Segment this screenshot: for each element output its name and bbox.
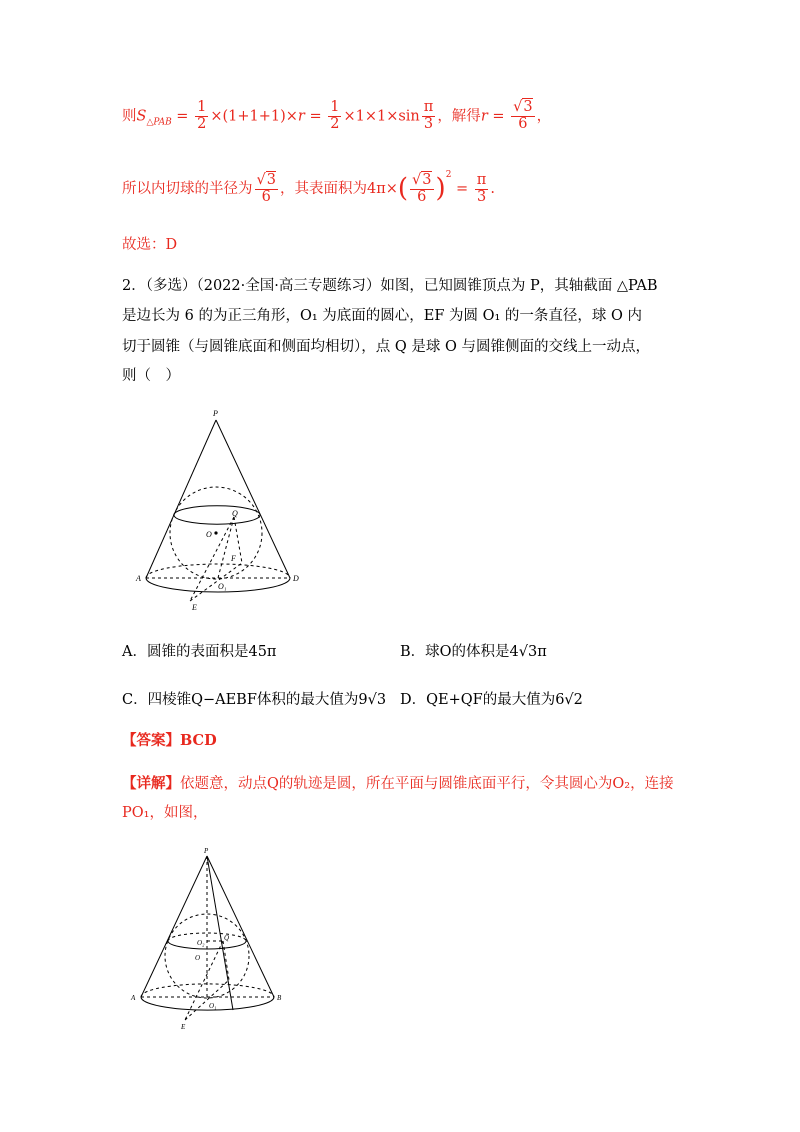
expr-4pi: 4π×: [366, 181, 398, 197]
cone-edge-left: [141, 856, 207, 997]
solution-line-surface: [122, 170, 495, 205]
comma: ，: [536, 108, 552, 125]
expr-sin: ×1×1×sin: [343, 108, 420, 125]
base-back-arc: [146, 564, 290, 578]
cone-figure-2: [125, 842, 295, 1032]
text-prefix: 所以内切球的半径为: [122, 181, 253, 197]
exponent: 2: [445, 170, 452, 180]
text-prefix: 则: [122, 108, 137, 125]
tangent-circle-front: [174, 515, 260, 524]
area-subscript: △PAB: [146, 117, 172, 128]
denominator: 6: [518, 115, 528, 132]
fraction-pi-3: [422, 100, 436, 133]
fraction-sqrt3-6-inner: [410, 173, 433, 206]
question-line-2: 是边长为 6 的为正三角形，O₁ 为底面的圆心，EF 为圆 O₁ 的一条直径，球 O 内: [122, 308, 643, 324]
diameter-EF: [185, 980, 229, 1020]
period: .: [490, 181, 495, 197]
equals: =: [487, 108, 510, 125]
cone-edge-right: [216, 420, 290, 578]
segment-Q-O1: [218, 517, 234, 578]
fraction-sqrt3-6: [511, 100, 534, 133]
label-O: O: [206, 530, 212, 539]
option-B: B．球O的体积是4√3π: [400, 644, 547, 660]
cone-edge-left: [146, 420, 216, 578]
label-F: F: [231, 554, 236, 563]
fraction-half-2: [328, 100, 341, 133]
var-r: r: [297, 108, 305, 125]
label-A: A: [131, 994, 136, 1002]
text-mid: ，其表面积为: [279, 181, 367, 197]
numerator: π: [423, 99, 434, 115]
label-E: E: [192, 603, 197, 612]
question-line-3: 切于圆锥（与圆锥底面和侧面均相切），点 Q 是球 O 与圆锥侧面的交线上一动点，: [122, 339, 650, 355]
label-O1: O₁: [218, 582, 227, 591]
var-r: r: [480, 108, 488, 125]
diameter-EF: [190, 563, 242, 601]
solution-line-area: [122, 100, 551, 133]
label-E: E: [181, 1023, 186, 1031]
radicand: 3: [266, 171, 276, 188]
detail-tag: 【详解】: [122, 775, 180, 792]
label-O: O: [195, 954, 201, 962]
label-P: P: [204, 847, 209, 855]
numerator: 1: [330, 99, 340, 115]
segment-QE: [190, 517, 234, 601]
question-line-4: 则（ ）: [122, 368, 180, 384]
option-C: C．四棱锥Q−AEBF体积的最大值为9√3: [122, 692, 387, 708]
radicand: 3: [523, 99, 533, 115]
expr-sum: ×(1+1+1)×: [210, 108, 298, 125]
numerator: √3: [513, 99, 533, 115]
denominator: 3: [476, 188, 487, 205]
fraction-pi-3: [475, 173, 489, 206]
denominator: 6: [417, 188, 427, 205]
paren-open: (: [397, 173, 409, 204]
segment-QF: [223, 941, 229, 980]
option-D: D．QE+QF的最大值为6√2: [400, 692, 583, 708]
label-B: B: [277, 994, 282, 1002]
denominator: 2: [330, 115, 340, 132]
answer-block: [122, 732, 217, 749]
label-O2: O₂: [197, 939, 205, 947]
label-Q: Q: [232, 509, 238, 518]
label-P: P: [213, 409, 218, 418]
numerator: √3: [412, 171, 432, 188]
text-solve: ，解得: [437, 108, 481, 125]
label-A: A: [136, 574, 141, 583]
denominator: 3: [423, 115, 434, 132]
segment-QE: [185, 941, 223, 1020]
cone-edge-right: [207, 856, 274, 997]
question-line-1: 2．（多选）（2022·全国·高三专题练习）如图，已知圆锥顶点为 P，其轴截面 △PAB: [122, 278, 658, 294]
radicand: 3: [422, 171, 432, 188]
label-D: D: [293, 574, 299, 583]
fraction-sqrt3-6: [255, 173, 278, 206]
tangent-circle-back: [174, 506, 260, 515]
paren-close: ): [435, 173, 446, 204]
numerator: 1: [197, 99, 207, 115]
denominator: 6: [261, 188, 271, 205]
center-dot-O: [214, 531, 217, 534]
area-symbol: S: [136, 108, 147, 125]
numerator: √3: [256, 171, 276, 188]
answer-tag: 【答案】: [122, 732, 180, 749]
detail-line-1: [122, 775, 674, 793]
cone-figure-1: [130, 405, 320, 615]
detail-line-2: PO₁，如图，: [122, 805, 208, 821]
answer-choice: 故选：D: [122, 237, 178, 253]
inscribed-sphere: [165, 914, 249, 998]
denominator: 2: [197, 115, 207, 132]
equals: =: [451, 181, 473, 197]
answer-value: BCD: [180, 732, 217, 749]
fraction-half: [195, 100, 208, 133]
label-Q: Q: [224, 934, 230, 942]
detail-text-1: 依题意，动点Q的轨迹是圆，所在平面与圆锥底面平行，令其圆心为O₂，连接: [180, 776, 674, 792]
numerator: π: [476, 171, 487, 188]
option-A: A．圆锥的表面积是45π: [122, 644, 277, 660]
equals: =: [171, 108, 194, 125]
label-O1: O₁: [209, 1002, 217, 1010]
equals: =: [304, 108, 327, 125]
